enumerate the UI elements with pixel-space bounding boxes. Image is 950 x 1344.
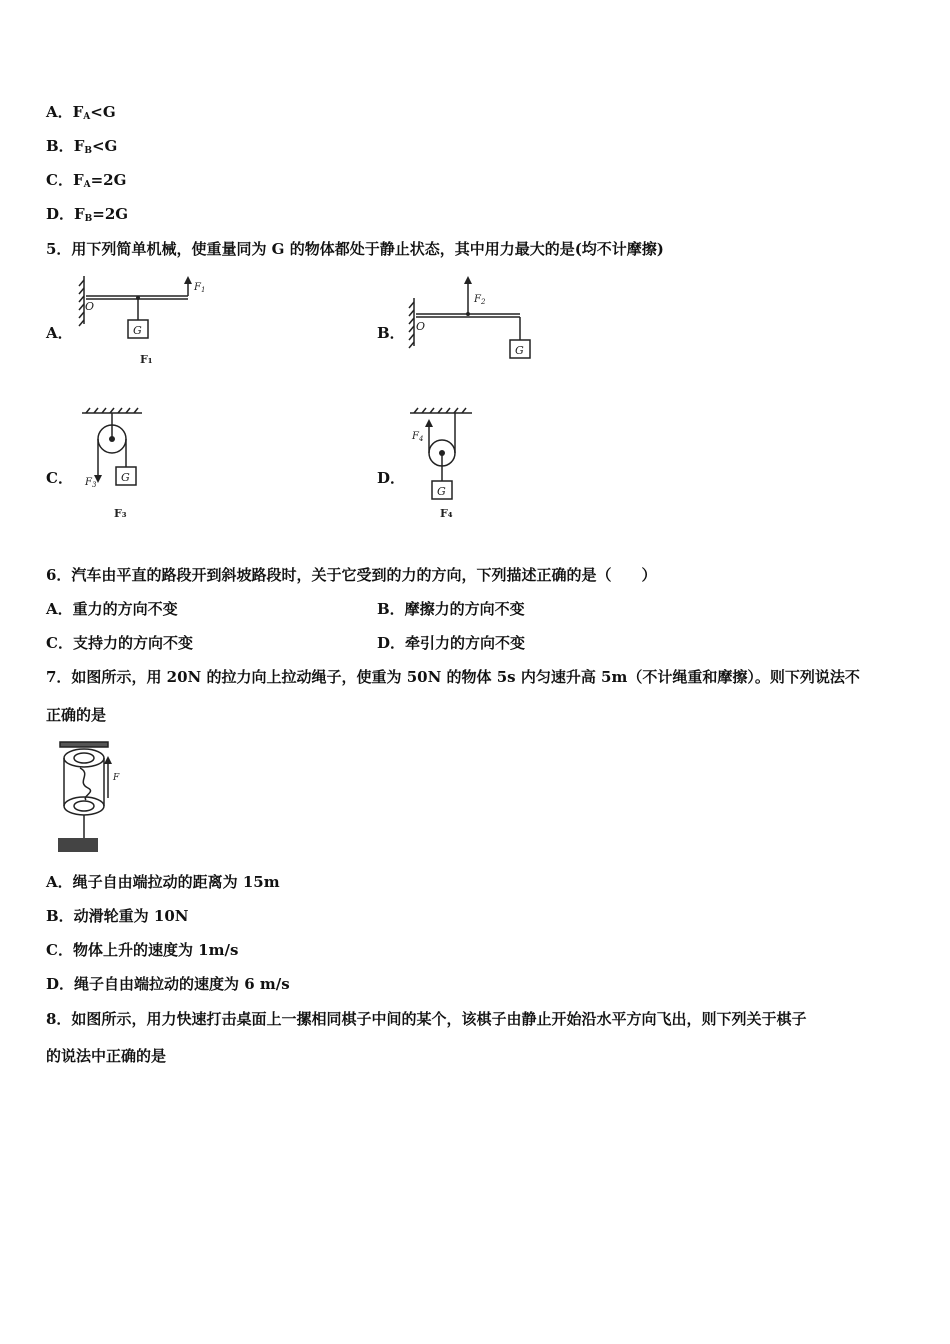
force-label: $F_1$ — [194, 282, 206, 294]
force-label: $F_2$ — [474, 294, 486, 306]
pivot-label: O — [85, 300, 95, 313]
q4-option-d[interactable]: D．$F_B=2G$ — [46, 205, 129, 224]
q5-option-a[interactable]: A． — [46, 324, 73, 342]
weight-label: G — [121, 471, 130, 484]
q6-option-b[interactable]: B．摩擦力的方向不变 — [377, 600, 525, 618]
q7-option-c[interactable]: C．物体上升的速度为 1m/s — [46, 941, 239, 959]
q6-stem: 6．汽车由平直的路段开到斜坡路段时，关于它受到的力的方向，下列描述正确的是（ ） — [46, 566, 657, 584]
q5-option-c[interactable]: C． — [46, 469, 73, 487]
figure-caption: F₃ — [114, 507, 127, 520]
q6-option-d[interactable]: D．牵引力的方向不变 — [377, 634, 526, 652]
q5-option-b[interactable]: B． — [377, 324, 405, 342]
pivot-label: O — [416, 320, 426, 333]
q4-option-c[interactable]: C．$F_A=2G$ — [46, 171, 127, 190]
q7-option-a[interactable]: A．绳子自由端拉动的距离为 15m — [46, 873, 280, 891]
q7-stem-line1: 7．如图所示，用 20N 的拉力向上拉动绳子，使重为 50N 的物体 5s 内匀速升高 5m（不计绳重和摩擦）。则下列说法不 — [46, 668, 860, 686]
force-label: $F_3$ — [85, 477, 97, 489]
weight-label: G — [515, 344, 524, 357]
q5-figure-a — [76, 272, 226, 372]
q7-pulley-figure — [52, 738, 132, 858]
q5-figure-d — [406, 405, 486, 525]
figure-caption: F₁ — [140, 353, 153, 366]
q8-stem-line1: 8．如图所示，用力快速打击桌面上一摞相同棋子中间的某个，该棋子由静止开始沿水平方向飞出，则下列关于棋子 — [46, 1010, 807, 1028]
q7-option-b[interactable]: B．动滑轮重为 10N — [46, 907, 189, 925]
q7-option-d[interactable]: D．绳子自由端拉动的速度为 6 m/s — [46, 975, 290, 993]
q4-option-b[interactable]: B．$F_B<G$ — [46, 137, 118, 156]
q5-figure-b — [406, 272, 556, 372]
q5-figure-c — [80, 405, 160, 525]
q5-option-d[interactable]: D． — [377, 469, 406, 487]
q4-option-a[interactable]: A．$F_A<G$ — [46, 103, 116, 122]
q8-stem-line2: 的说法中正确的是 — [46, 1047, 167, 1065]
q6-option-c[interactable]: C．支持力的方向不变 — [46, 634, 193, 652]
q6-option-a[interactable]: A．重力的方向不变 — [46, 600, 178, 618]
force-label: F — [113, 773, 120, 783]
figure-caption: F₄ — [440, 507, 453, 520]
q5-stem: 5．用下列简单机械，使重量同为 G 的物体都处于静止状态，其中用力最大的是(均不计摩擦) — [46, 240, 664, 258]
force-label: $F_4$ — [412, 431, 424, 443]
weight-label: G — [133, 324, 142, 337]
weight-label: G — [437, 485, 446, 498]
q7-stem-line2: 正确的是 — [46, 706, 107, 724]
